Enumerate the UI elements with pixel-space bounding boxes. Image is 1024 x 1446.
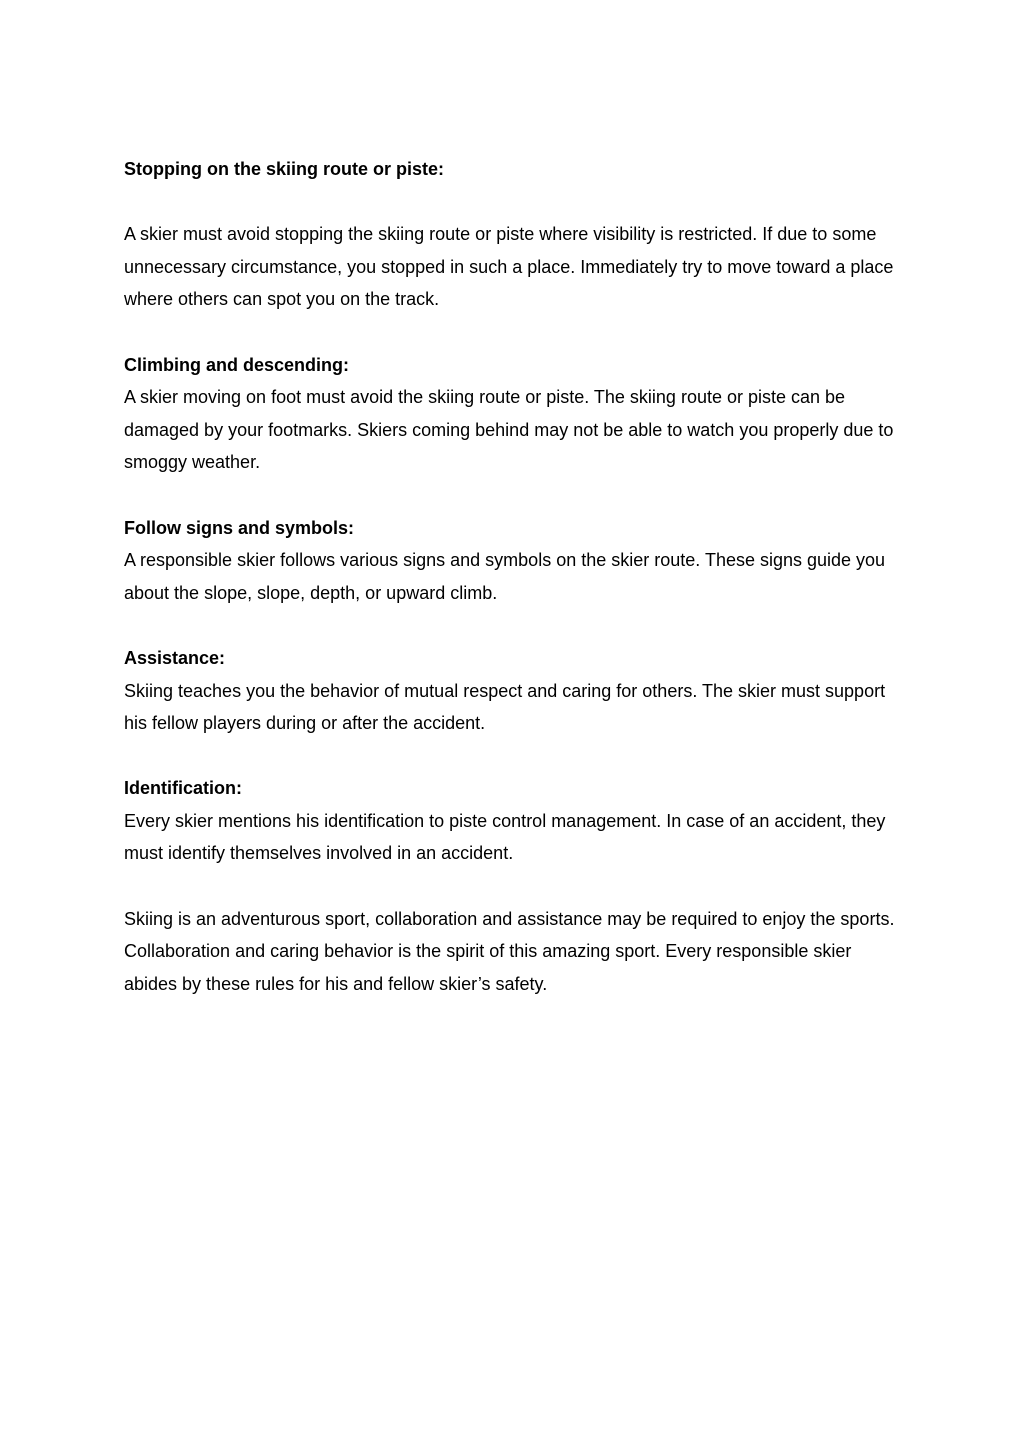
spacer: [124, 870, 904, 903]
section-body-climbing: A skier moving on foot must avoid the skiing route or piste. The skiing route or piste can be damaged by your footmarks. Skiers coming behind may not be able to watch you properly due to smoggy weather.: [124, 387, 894, 473]
section-heading-identification: Identification:: [124, 778, 242, 799]
section-body-stopping: A skier must avoid stopping the skiing route or piste where visibility is restricted. If due to some unnecessary circumstance, you stopped in such a place. Immediately try to move toward a place where others can spot you on the track.: [124, 224, 894, 310]
section-body-assistance: Skiing teaches you the behavior of mutual respect and caring for others. The skier must support his fellow players during or after the accident.: [124, 680, 886, 734]
spacer: [124, 609, 904, 642]
spacer: [124, 186, 904, 219]
section-body-identification: Every skier mentions his identification to piste control management. In case of an accident, they must identify themselves involved in an accident.: [124, 810, 886, 864]
spacer: [124, 479, 904, 512]
conclusion-paragraph: Skiing is an adventurous sport, collaboration and assistance may be required to enjoy the sports. Collaboration and caring behavior is the spirit of this amazing sport. Every responsible skier abides by these rules for his and fellow skier’s safety.: [124, 908, 895, 994]
document-page: [124, 153, 904, 1000]
spacer: [124, 316, 904, 349]
spacer: [124, 740, 904, 773]
section-heading-climbing: Climbing and descending:: [124, 354, 350, 375]
section-heading-assistance: Assistance:: [124, 647, 226, 668]
section-body-signs: A responsible skier follows various signs and symbols on the skier route. These signs guide you about the slope, slope, depth, or upward climb.: [124, 550, 886, 603]
section-heading-stopping: Stopping on the skiing route or piste:: [124, 159, 444, 179]
section-heading-signs: Follow signs and symbols:: [124, 517, 355, 538]
